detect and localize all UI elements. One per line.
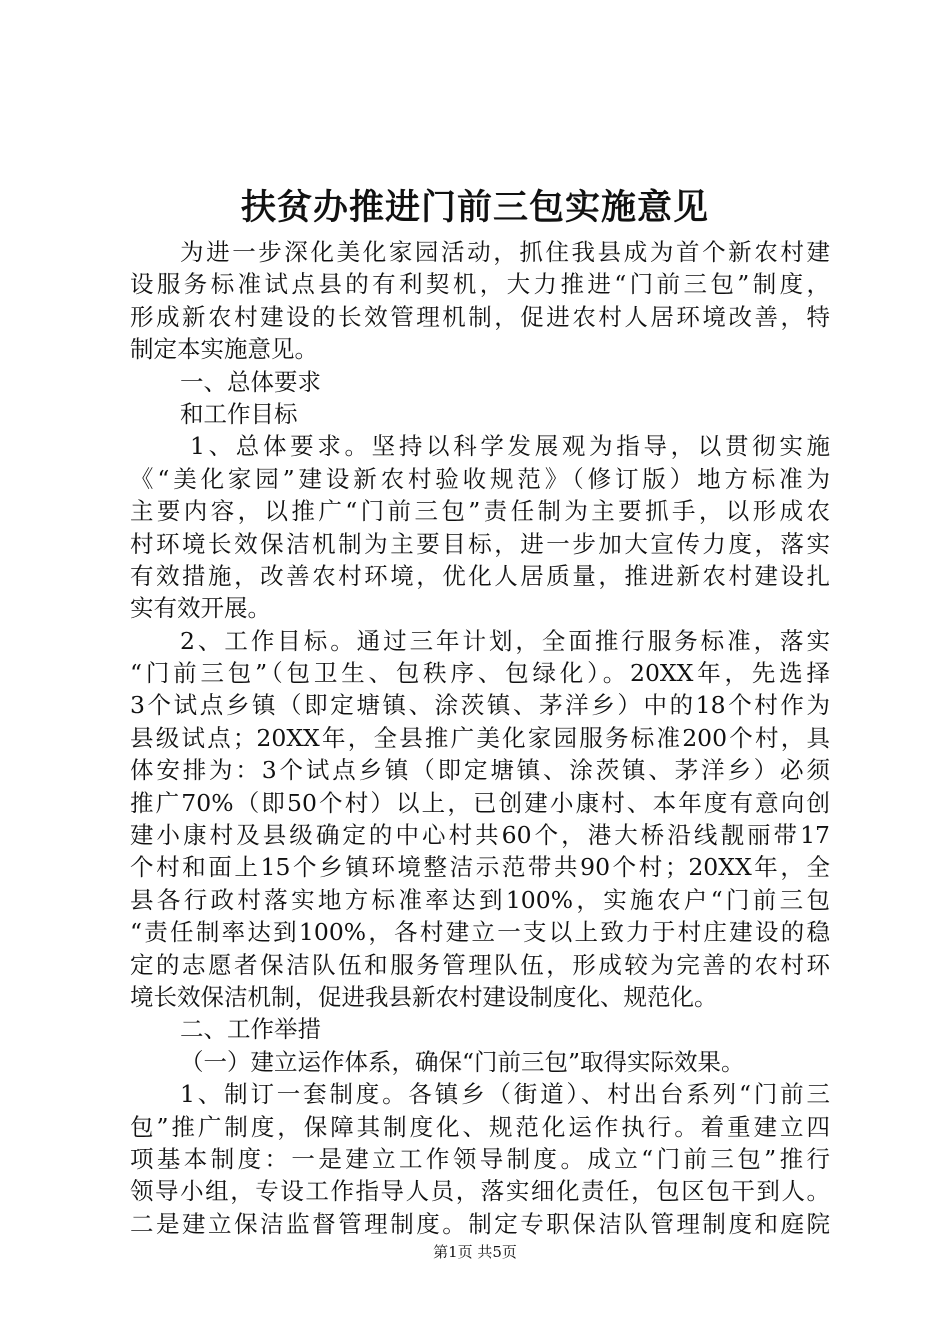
text-line: 县级试点；20XX年，全县推广美化家园服务标准200个村，具 [130, 723, 830, 752]
section-heading: 和工作目标 [180, 399, 298, 428]
document-title: 扶贫办推进门前三包实施意见 [240, 187, 709, 228]
text-line: 1、总体要求。坚持以科学发展观为指导，以贯彻实施 [190, 432, 830, 461]
text-line: 二是建立保洁监督管理制度。制定专职保洁队管理制度和庭院 [130, 1209, 830, 1238]
text-line: 有效措施，改善农村环境，优化人居质量，推进新农村建设扎 [130, 561, 830, 590]
text-line: “门前三包”（包卫生、包秩序、包绿化）。20XX年，先选择 [130, 659, 830, 688]
text-line: 境长效保洁机制，促进我县新农村建设制度化、规范化。 [130, 982, 718, 1011]
subsection-heading: （一）建立运作体系，确保“门前三包”取得实际效果。 [180, 1047, 745, 1076]
text-line: 主要内容，以推广“门前三包”责任制为主要抓手，以形成农 [130, 497, 830, 526]
text-line: 2、工作目标。通过三年计划，全面推行服务标准，落实 [180, 626, 830, 655]
text-line: 为进一步深化美化家园活动，抓住我县成为首个新农村建 [180, 238, 830, 266]
text-line: 县各行政村落实地方标准率达到100%，实施农户“门前三包 [130, 885, 830, 914]
text-line: 1、制订一套制度。各镇乡（街道）、村出台系列“门前三 [180, 1080, 830, 1109]
text-line: 个村和面上15个乡镇环境整洁示范带共90个村；20XX年，全 [130, 853, 830, 882]
text-line: 3个试点乡镇（即定塘镇、涂茨镇、茅洋乡）中的18个村作为 [130, 691, 830, 720]
text-line: 推广70%（即50个村）以上，已创建小康村、本年度有意向创 [130, 788, 830, 817]
text-line: 《“美化家园”建设新农村验收规范》（修订版）地方标准为 [130, 464, 830, 493]
text-line: 形成新农村建设的长效管理机制，促进农村人居环境改善，特 [130, 302, 830, 331]
text-line: 体安排为：3个试点乡镇（即定塘镇、涂茨镇、茅洋乡）必须 [130, 756, 830, 785]
text-line: 领导小组，专设工作指导人员，落实细化责任，包区包干到人。 [130, 1177, 830, 1206]
text-line: 实有效开展。 [130, 594, 271, 623]
text-line: 定的志愿者保洁队伍和服务管理队伍，形成较为完善的农村环 [130, 950, 830, 979]
text-line: 项基本制度：一是建立工作领导制度。成立“门前三包”推行 [130, 1144, 830, 1173]
text-line: 设服务标准试点县的有利契机，大力推进“门前三包”制度， [130, 270, 830, 299]
text-line: 制定本实施意见。 [130, 335, 318, 364]
text-line: 包”推广制度，保障其制度化、规范化运作执行。着重建立四 [130, 1112, 830, 1141]
page-number: 第1页 共5页 [433, 1243, 517, 1261]
text-line: 建小康村及县级确定的中心村共60个，港大桥沿线靓丽带17 [130, 821, 830, 850]
text-line: 村环境长效保洁机制为主要目标，进一步加大宣传力度，落实 [130, 529, 830, 558]
section-heading: 一、总体要求 [180, 367, 321, 396]
section-heading: 二、工作举措 [180, 1015, 321, 1044]
text-line: “责任制率达到100%，各村建立一支以上致力于村庄建设的稳 [130, 918, 830, 947]
document-body [130, 236, 830, 1240]
